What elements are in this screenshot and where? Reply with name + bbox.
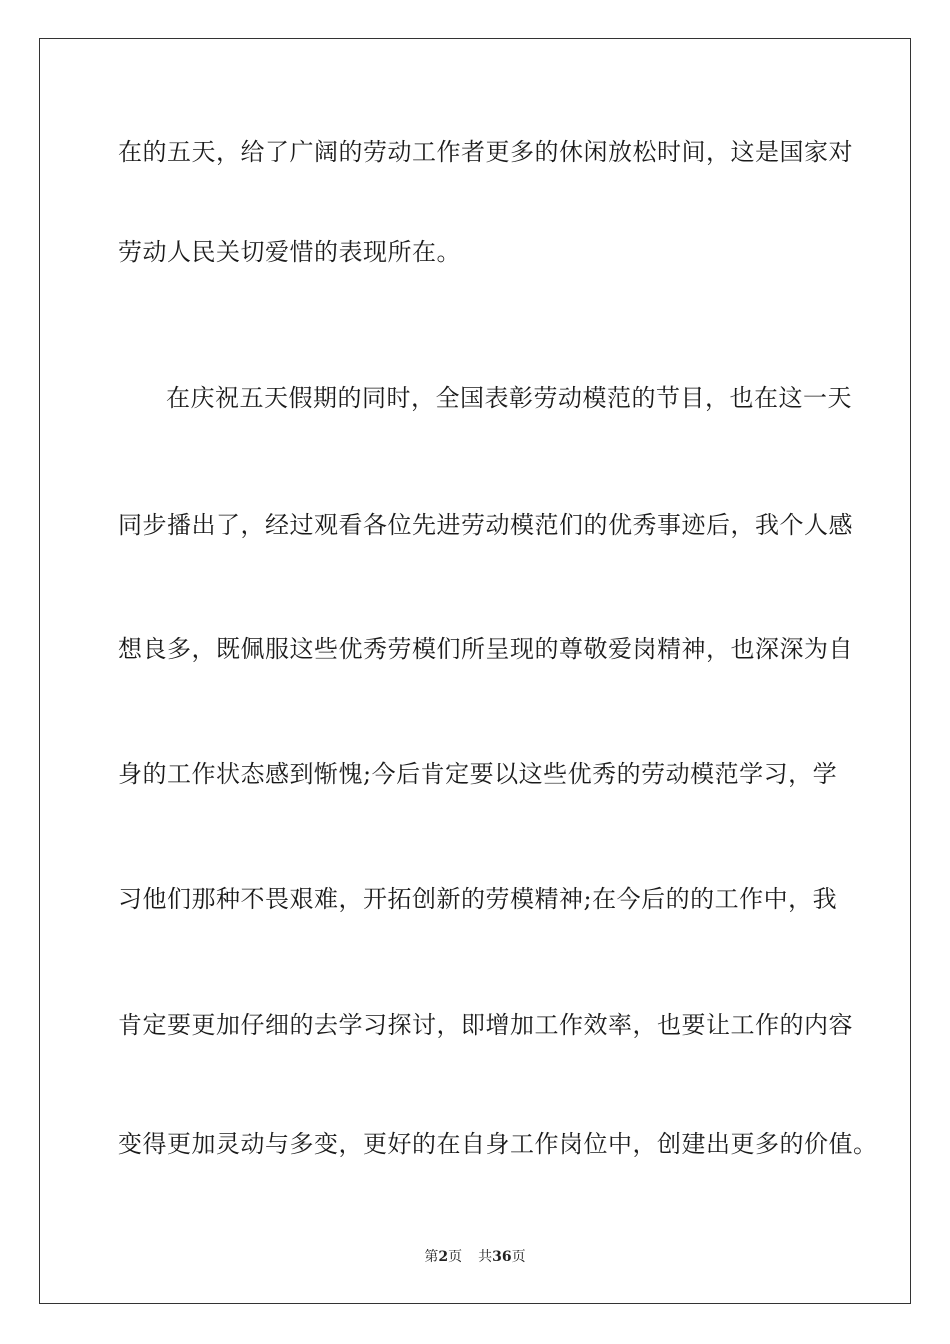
text-line-9: 变得更加灵动与多变，更好的在自身工作岗位中，创建出更多的价值。 xyxy=(118,1130,878,1158)
text-line-1: 在的五天，给了广阔的劳动工作者更多的休闲放松时间，这是国家对 xyxy=(118,138,853,166)
page-footer xyxy=(0,1248,950,1266)
text-line-4: 同步播出了，经过观看各位先进劳动模范们的优秀事迹后，我个人感 xyxy=(118,511,853,539)
total-pages: 36 xyxy=(492,1249,512,1265)
page-prefix: 第 xyxy=(424,1249,439,1265)
total-prefix: 共 xyxy=(478,1249,493,1265)
text-line-3: 在庆祝五天假期的同时，全国表彰劳动模范的节目，也在这一天 xyxy=(166,384,852,412)
text-line-8: 肯定要更加仔细的去学习探讨，即增加工作效率，也要让工作的内容 xyxy=(118,1011,853,1039)
text-line-2: 劳动人民关切爱惜的表现所在。 xyxy=(118,238,461,266)
text-line-6: 身的工作状态感到惭愧;今后肯定要以这些优秀的劳动模范学习，学 xyxy=(118,760,838,788)
page-number: 2 xyxy=(438,1249,449,1265)
text-line-7: 习他们那种不畏艰难，开拓创新的劳模精神;在今后的的工作中，我 xyxy=(118,885,838,913)
page-suffix: 页 xyxy=(448,1249,463,1265)
page-border xyxy=(39,38,911,1304)
text-line-5: 想良多，既佩服这些优秀劳模们所呈现的尊敬爱岗精神，也深深为自 xyxy=(118,635,853,663)
total-suffix: 页 xyxy=(511,1249,526,1265)
